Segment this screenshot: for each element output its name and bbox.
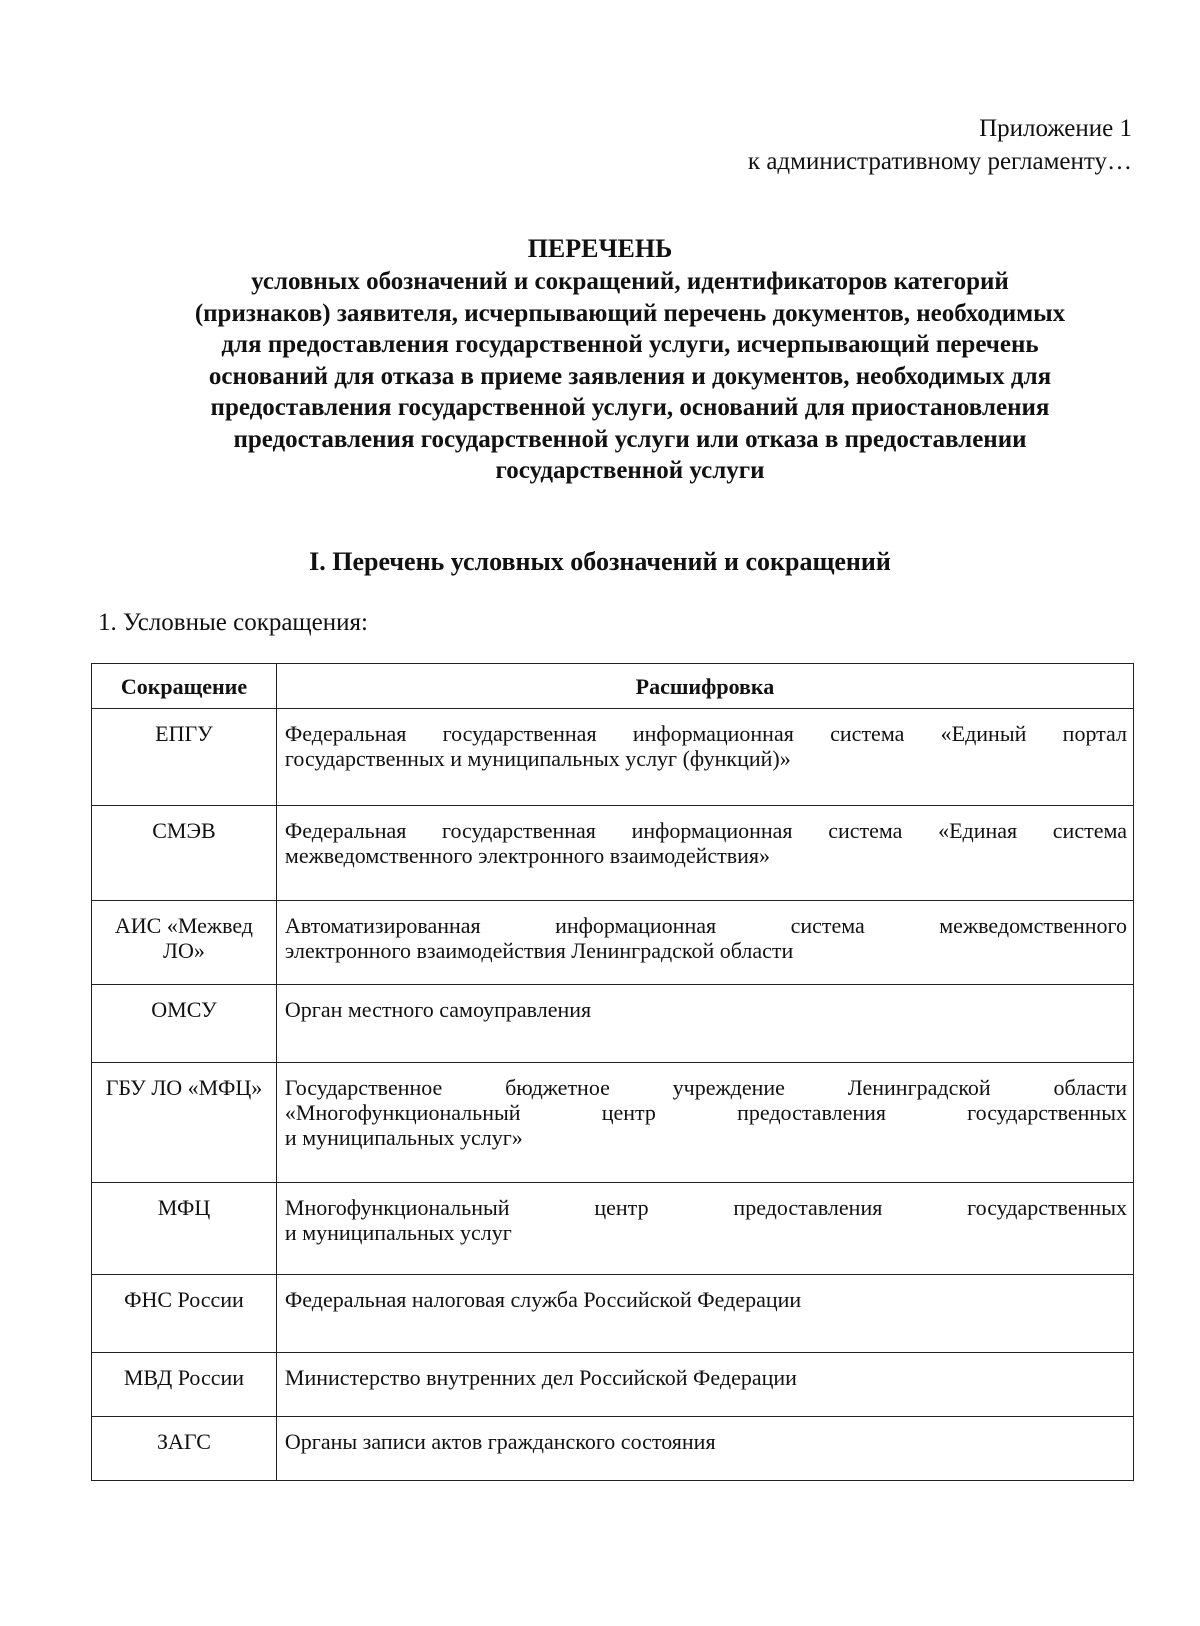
subtitle-line: для предоставления государственной услуги, исчерпывающий перечень	[221, 331, 1039, 358]
appendix-note	[748, 112, 1132, 178]
table-row	[92, 985, 1134, 1063]
subtitle-line: оснований для отказа в приеме заявления и документов, необходимых для	[208, 362, 1052, 390]
table-row	[92, 806, 1134, 901]
subtitle-line: предоставления государственной услуги или отказа в предоставлении	[233, 425, 1027, 453]
abbreviation-cell	[92, 1183, 277, 1275]
table-row	[92, 1353, 1134, 1417]
abbreviation-cell	[92, 985, 277, 1063]
header-abbreviation: Сокращение	[92, 664, 277, 709]
subtitle-line: государственной услуги	[495, 457, 765, 484]
abbreviation-cell	[92, 1063, 277, 1183]
abbreviation-cell	[92, 709, 277, 806]
decoding-text: Органы записи актов гражданского состояния	[284, 1429, 716, 1454]
table-row	[92, 901, 1134, 985]
decoding-text: межведомственного электронного взаимодействия»	[284, 843, 771, 868]
decoding-text: Многофункциональный центр предоставления государственных	[284, 1195, 1127, 1220]
decoding-cell	[276, 1417, 1133, 1481]
decoding-cell	[276, 1183, 1133, 1275]
subtitle-line: условных обозначений и сокращений, идентификаторов категорий	[251, 268, 1009, 295]
decoding-cell	[276, 901, 1133, 985]
list-intro: 1. Условные сокращения:	[98, 609, 368, 636]
decoding-cell	[276, 985, 1133, 1063]
abbreviation-text: МФЦ	[157, 1195, 211, 1220]
decoding-cell	[276, 709, 1133, 806]
decoding-cell	[276, 1353, 1133, 1417]
decoding-cell	[276, 806, 1133, 901]
header-decoding: Расшифровка	[276, 664, 1133, 709]
abbreviation-text: ЕПГУ	[155, 721, 213, 746]
appendix-line-1: Приложение 1	[979, 115, 1132, 142]
abbreviation-text: ГБУ ЛО «МФЦ»	[105, 1075, 263, 1100]
document-title: ПЕРЕЧЕНЬ	[527, 234, 673, 263]
appendix-line-2: к административному регламенту…	[747, 148, 1132, 175]
decoding-text: «Многофункциональный центр предоставления государственных	[284, 1100, 1127, 1125]
decoding-cell	[276, 1275, 1133, 1353]
section-heading: I. Перечень условных обозначений и сокращений	[309, 547, 891, 576]
decoding-text: Федеральная налоговая служба Российской Федерации	[284, 1287, 802, 1312]
abbreviation-cell	[92, 901, 277, 985]
table-row	[92, 1275, 1134, 1353]
abbreviation-cell	[92, 806, 277, 901]
table-row	[92, 1063, 1134, 1183]
table-row	[92, 709, 1134, 806]
table-row	[92, 1183, 1134, 1275]
table-row	[92, 1417, 1134, 1481]
decoding-text: электронного взаимодействия Ленинградской области	[284, 938, 794, 963]
decoding-text: Орган местного самоуправления	[284, 997, 592, 1022]
decoding-text: и муниципальных услуг»	[284, 1125, 523, 1150]
abbreviations-table	[91, 663, 1134, 1481]
abbreviation-text: СМЭВ	[152, 818, 216, 843]
decoding-cell	[276, 1063, 1133, 1183]
decoding-text: Федеральная государственная информационная система «Единая система	[284, 818, 1127, 843]
abbreviation-cell	[92, 1275, 277, 1353]
decoding-text: и муниципальных услуг	[284, 1220, 512, 1245]
abbreviation-text: ФНС России	[124, 1287, 244, 1312]
decoding-text: Министерство внутренних дел Российской Федерации	[284, 1365, 797, 1390]
abbreviation-text: МВД России	[123, 1365, 245, 1390]
document-subtitle	[110, 266, 1150, 487]
table-header-row	[92, 664, 1134, 709]
decoding-text: Государственное бюджетное учреждение Ленинградской области	[284, 1075, 1127, 1100]
abbreviation-text: АИС «Межвед	[114, 913, 254, 938]
abbreviation-text: ОМСУ	[151, 997, 217, 1022]
decoding-text: государственных и муниципальных услуг (функций)»	[284, 746, 791, 771]
abbreviation-text: ЛО»	[163, 938, 205, 963]
table-body	[92, 709, 1134, 1481]
subtitle-line: предоставления государственной услуги, оснований для приостановления	[210, 394, 1050, 421]
decoding-text: Автоматизированная информационная система межведомственного	[284, 913, 1127, 938]
subtitle-line: (признаков) заявителя, исчерпывающий перечень документов, необходимых	[194, 299, 1066, 327]
abbreviation-cell	[92, 1417, 277, 1481]
abbreviation-text: ЗАГС	[156, 1429, 211, 1454]
abbreviation-cell	[92, 1353, 277, 1417]
decoding-text: Федеральная государственная информационная система «Единый портал	[284, 721, 1127, 746]
